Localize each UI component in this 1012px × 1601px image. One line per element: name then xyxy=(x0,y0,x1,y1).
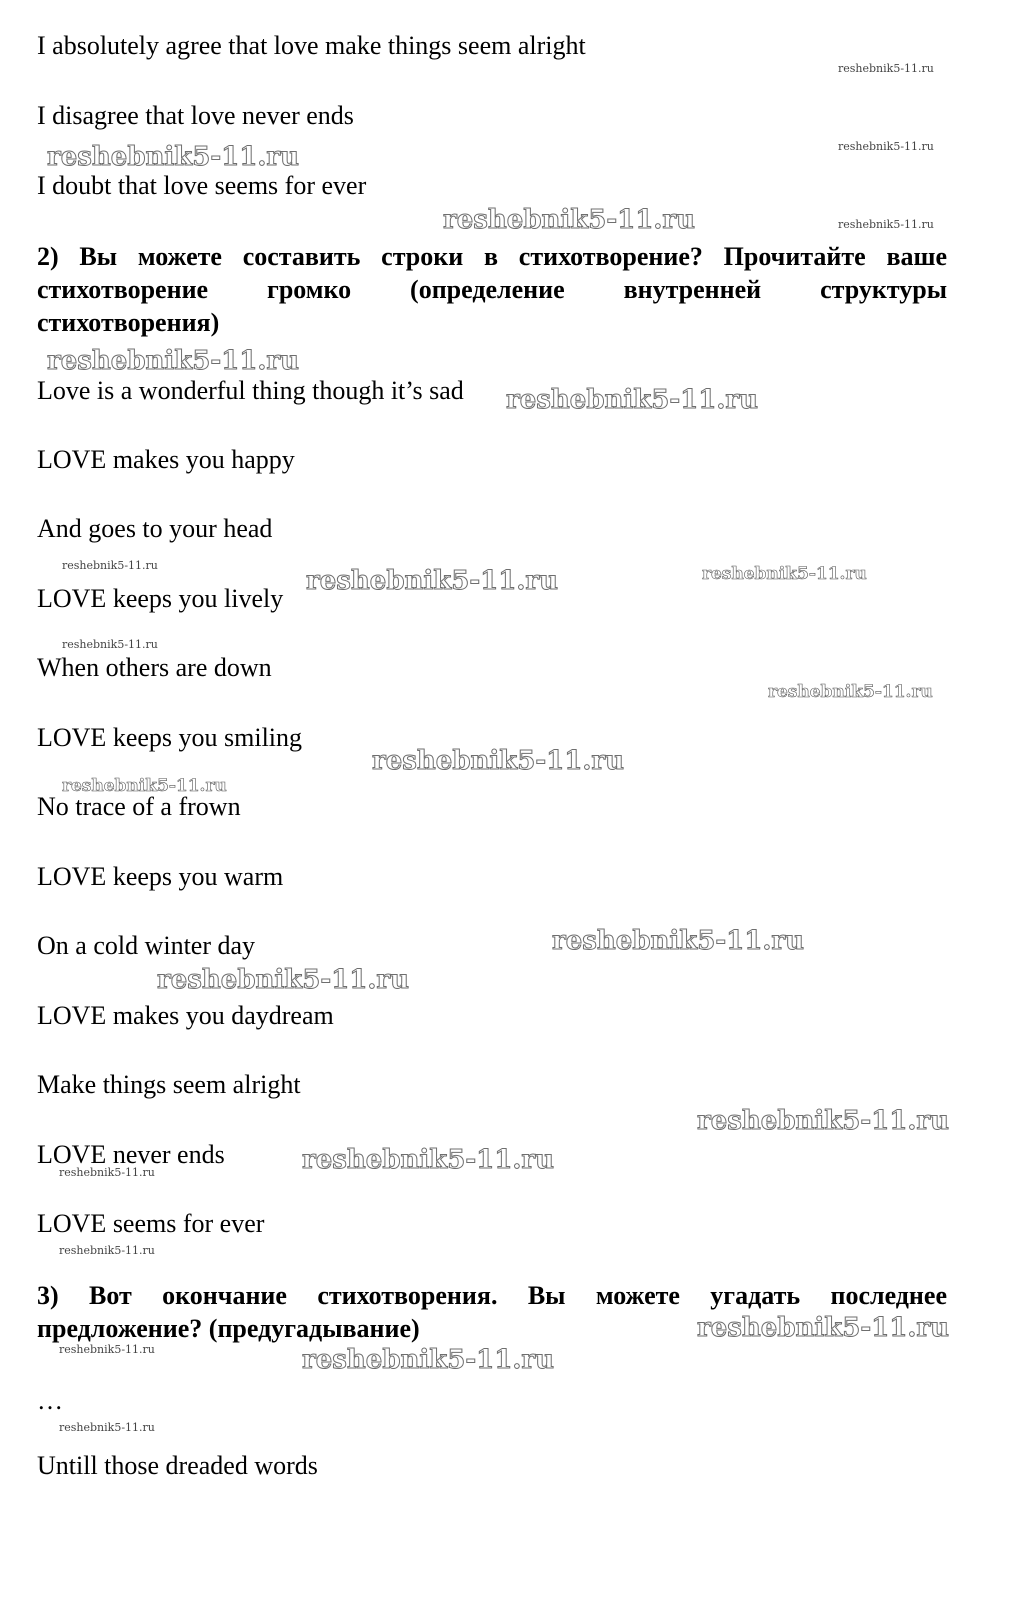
ending-last-line: Untill those dreaded words xyxy=(37,1451,318,1480)
intro-line-2: I disagree that love never ends xyxy=(37,101,354,130)
watermark: reshebnik5-11.ru xyxy=(47,346,300,376)
poem-line-4: LOVE keeps you lively xyxy=(37,584,284,613)
intro-line-1: I absolutely agree that love make things seem alright xyxy=(37,31,586,60)
poem-line-10: LOVE makes you daydream xyxy=(37,1001,334,1030)
poem-line-1: Love is a wonderful thing though it’s sad xyxy=(37,376,464,405)
watermark: reshebnik5-11.ru xyxy=(59,1343,155,1356)
watermark: reshebnik5-11.ru xyxy=(702,564,867,584)
watermark: reshebnik5-11.ru xyxy=(157,965,410,995)
watermark: reshebnik5-11.ru xyxy=(443,205,696,235)
task-3-heading-line-2: предложение? (предугадывание) xyxy=(37,1314,420,1343)
watermark: reshebnik5-11.ru xyxy=(302,1345,555,1375)
ending-ellipsis: … xyxy=(37,1386,63,1415)
watermark: reshebnik5-11.ru xyxy=(697,1313,950,1343)
poem-line-9: On a cold winter day xyxy=(37,931,256,960)
task-2-heading xyxy=(37,240,947,339)
watermark: reshebnik5-11.ru xyxy=(768,682,933,702)
watermark: reshebnik5-11.ru xyxy=(838,140,934,153)
watermark: reshebnik5-11.ru xyxy=(47,142,300,172)
poem-line-13: LOVE seems for ever xyxy=(37,1209,265,1238)
watermark: reshebnik5-11.ru xyxy=(62,638,158,651)
poem-line-12: LOVE never ends xyxy=(37,1140,225,1169)
watermark: reshebnik5-11.ru xyxy=(59,1421,155,1434)
watermark: reshebnik5-11.ru xyxy=(302,1145,555,1175)
watermark: reshebnik5-11.ru xyxy=(697,1106,950,1136)
watermark: reshebnik5-11.ru xyxy=(62,776,227,796)
watermark: reshebnik5-11.ru xyxy=(59,1244,155,1257)
watermark: reshebnik5-11.ru xyxy=(838,62,934,75)
poem-line-2: LOVE makes you happy xyxy=(37,445,295,474)
watermark: reshebnik5-11.ru xyxy=(62,559,158,572)
poem-line-3: And goes to your head xyxy=(37,514,273,543)
intro-line-3: I doubt that love seems for ever xyxy=(37,171,367,200)
watermark: reshebnik5-11.ru xyxy=(306,566,559,596)
poem-line-7: No trace of a frown xyxy=(37,792,241,821)
poem-line-8: LOVE keeps you warm xyxy=(37,862,284,891)
poem-line-5: When others are down xyxy=(37,653,272,682)
poem-line-6: LOVE keeps you smiling xyxy=(37,723,303,752)
watermark: reshebnik5-11.ru xyxy=(552,926,805,956)
watermark: reshebnik5-11.ru xyxy=(506,385,759,415)
task-3-heading-line-1: 3) Вот окончание стихотворения. Вы можете угадать последнее xyxy=(37,1281,947,1310)
task-2-heading-line-3: стихотворения) xyxy=(37,308,220,337)
watermark: reshebnik5-11.ru xyxy=(59,1166,155,1179)
task-2-heading-line-1: 2) Вы можете составить строки в стихотворение? Прочитайте ваше xyxy=(37,242,947,271)
watermark: reshebnik5-11.ru xyxy=(838,218,934,231)
task-2-heading-line-2: стихотворение громко (определение внутренней структуры xyxy=(37,275,947,304)
poem-line-11: Make things seem alright xyxy=(37,1070,301,1099)
watermark: reshebnik5-11.ru xyxy=(372,746,625,776)
